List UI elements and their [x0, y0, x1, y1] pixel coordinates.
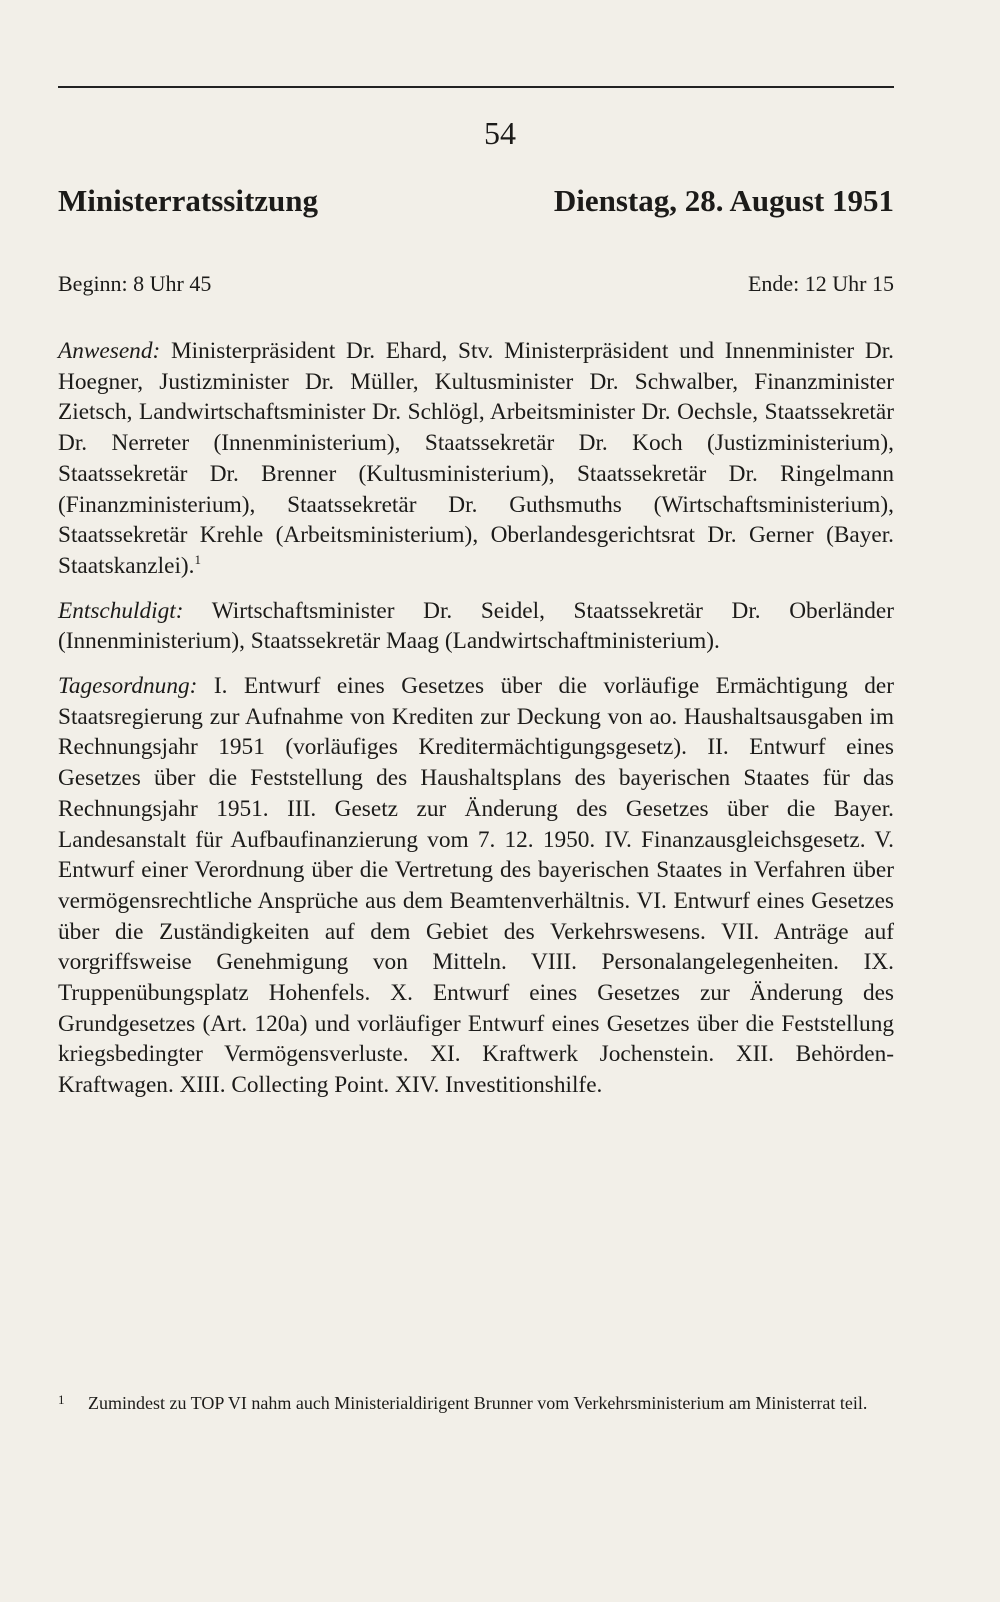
footnote-mark: 1	[58, 1392, 65, 1407]
session-times	[58, 270, 894, 298]
session-heading	[58, 182, 894, 220]
session-date: Dienstag, 28. August 1951	[553, 183, 894, 218]
agenda-label: Tagesordnung:	[58, 673, 198, 700]
begin-time: Beginn: 8 Uhr 45	[58, 271, 212, 296]
agenda-items: I. Entwurf eines Gesetzes über die vorläufige Ermächtigung der Staatsregierung zur Aufnahme von Krediten zur Deckung von ao. Haushaltsausgaben im Rechnungsjahr 1951 (vorläufiges Kreditermächtigungsgesetz). II. Entwurf eines Gesetzes über die Feststellung des Haushaltsplans des bayerischen Staates für das Rechnungsjahr 1951. III. Gesetz zur Änderung des Gesetzes über die Bayer. Landesanstalt für Aufbaufinanzierung vom 7. 12. 1950. IV. Finanzausgleichsgesetz. V. Entwurf einer Verordnung über die Vertretung des bayerischen Staates in Verfahren über vermögensrechtliche Ansprüche aus dem Beamtenverhältnis. VI. Entwurf eines Gesetzes über die Zuständigkeiten auf dem Gebiet des Verkehrswesens. VII. Anträge auf vorgriffsweise Genehmigung von Mitteln. VIII. Personalangelegenheiten. IX. Truppenübungsplatz Hohenfels. X. Entwurf eines Gesetzes zur Änderung des Grundgesetzes (Art. 120a) und vorläufiger Entwurf eines Gesetzes über die Feststellung kriegsbedingter Vermögensverluste. XI. Kraftwerk Jochenstein. XII. Behörden-Kraftwagen. XIII. Collecting Point. XIV. Investitionshilfe.	[58, 673, 894, 1099]
page-number: 54	[484, 115, 516, 151]
excused-list: Wirtschaftsminister Dr. Seidel, Staatssekretär Dr. Oberländer (Innenministerium), Staatssekretär Maag (Landwirtschaftministerium).	[58, 597, 894, 655]
excused-label: Entschuldigt:	[58, 597, 184, 624]
footnote	[58, 1391, 894, 1416]
present-label: Anwesend:	[58, 338, 161, 364]
attendance-present	[58, 336, 894, 582]
footnote-reference: 1	[194, 552, 201, 568]
agenda	[58, 671, 894, 1101]
attendance-excused	[58, 596, 894, 657]
body-text	[58, 336, 894, 1115]
session-title: Ministerratssitzung	[58, 183, 319, 218]
end-time: Ende: 12 Uhr 15	[747, 271, 894, 296]
header-rule	[58, 86, 894, 88]
present-list: Ministerpräsident Dr. Ehard, Stv. Ministerpräsident und Innenminister Dr. Hoegner, Justizminister Dr. Müller, Kultusminister Dr. Schwalber, Finanzminister Zietsch, Landwirtschaftsminister Dr. Schlögl, Arbeitsminister Dr. Oechsle, Staatssekretär Dr. Nerreter (Innenministerium), Staatssekretär Dr. Koch (Justizministerium), Staatssekretär Dr. Brenner (Kultusministerium), Staatssekretär Dr. Ringelmann (Finanzministerium), Staatssekretär Dr. Guthsmuths (Wirtschaftsministerium), Staatssekretär Krehle (Arbeitsministerium), Oberlandesgerichtsrat Dr. Gerner (Bayer. Staatskanzlei).	[58, 338, 895, 579]
footnote-text: Zumindest zu TOP VI nahm auch Ministerialdirigent Brunner vom Verkehrsministerium am Ministerrat teil.	[88, 1393, 868, 1413]
